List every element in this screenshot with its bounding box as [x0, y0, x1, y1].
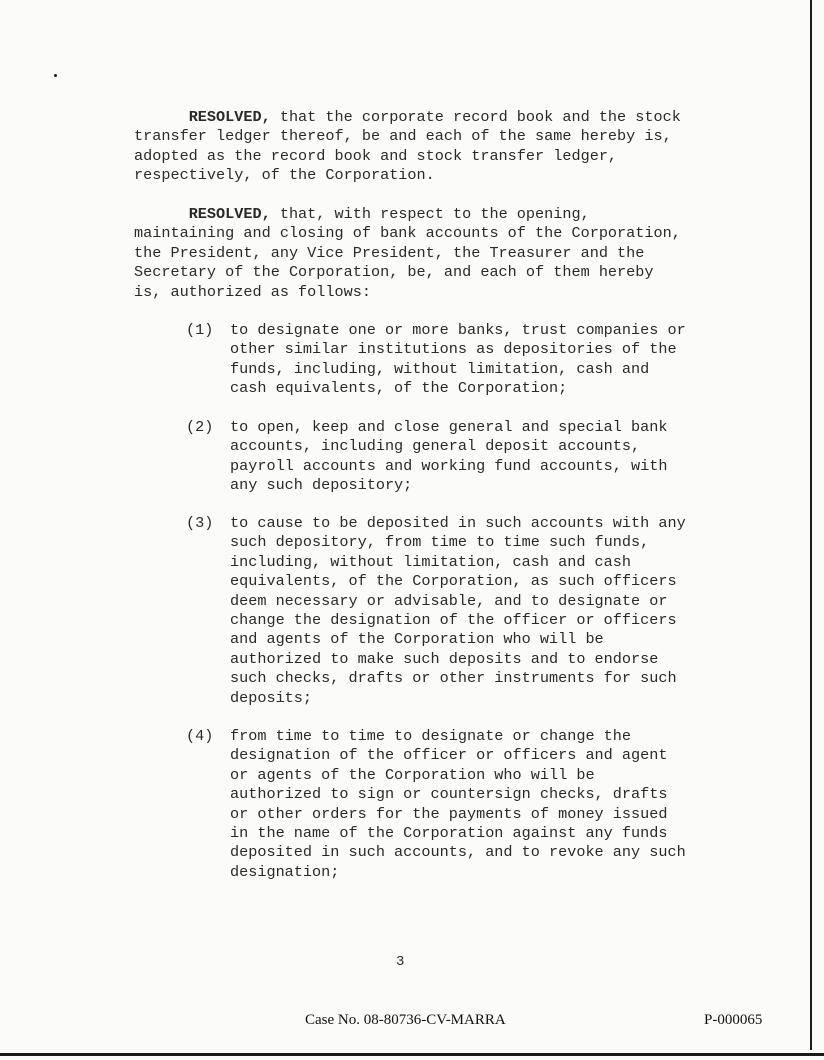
scan-edge-right — [810, 0, 812, 1050]
item-number: (3) — [186, 514, 214, 532]
item-line: authorized to sign or countersign checks, drafts — [230, 785, 668, 804]
item-text — [230, 418, 667, 496]
item-line: authorized to make such deposits and to endorse — [230, 649, 659, 668]
paragraph-line: Secretary of the Corporation, be, and each of them hereby — [134, 263, 654, 282]
item-line: other similar institutions as depositories of the — [230, 340, 677, 359]
resolution-paragraph-bank-accounts — [134, 205, 734, 302]
paragraph-line: maintaining and closing of bank accounts of the Corporation, — [134, 224, 681, 243]
scan-speck — [54, 74, 57, 77]
item-line: any such depository; — [230, 476, 413, 495]
item-line: designation of the officer or officers and agent — [230, 746, 668, 765]
item-line: from time to time to designate or change the — [230, 727, 632, 745]
item-line: cash equivalents, of the Corporation; — [230, 379, 568, 398]
item-line: accounts, including general deposit accounts, — [230, 437, 641, 456]
item-line: to designate one or more banks, trust companies or — [230, 321, 686, 339]
paragraph-line: is, authorized as follows: — [134, 282, 371, 301]
paragraph-line: respectively, of the Corporation. — [134, 166, 435, 185]
page-number: 3 — [396, 954, 405, 970]
item-number: (1) — [186, 321, 214, 339]
item-line: deem necessary or advisable, and to designate or — [230, 591, 668, 610]
item-line: deposited in such accounts, and to revoke any such — [230, 843, 686, 862]
paragraph-line: that, with respect to the opening, — [270, 205, 590, 223]
item-line: or other orders for the payments of money issued — [230, 804, 668, 823]
item-line: to open, keep and close general and special bank — [230, 418, 668, 436]
item-line: in the name of the Corporation against any funds — [230, 824, 668, 843]
item-line: equivalents, of the Corporation, as such officers — [230, 572, 677, 591]
item-line: such depository, from time to time such funds, — [230, 533, 650, 552]
item-line: funds, including, without limitation, cash and — [230, 359, 650, 378]
item-line: deposits; — [230, 688, 313, 707]
paragraph-line: adopted as the record book and stock transfer ledger, — [134, 146, 618, 165]
paragraph-line: that the corporate record book and the stock — [270, 108, 681, 126]
item-text — [230, 514, 686, 708]
item-line: designation; — [230, 862, 340, 881]
resolved-lead: RESOLVED, — [188, 108, 271, 126]
item-line: payroll accounts and working fund accounts, with — [230, 456, 668, 475]
resolved-lead: RESOLVED, — [188, 205, 271, 223]
resolution-paragraph-record-book — [134, 108, 734, 186]
footer-case-number: Case No. 08-80736-CV-MARRA — [305, 1012, 506, 1028]
item-line: or agents of the Corporation who will be — [230, 765, 595, 784]
item-number: (4) — [186, 727, 214, 745]
item-line: change the designation of the officer or officers — [230, 611, 677, 630]
footer-bates-number: P-000065 — [704, 1012, 763, 1028]
paragraph-line: the President, any Vice President, the Treasurer and the — [134, 243, 645, 262]
item-line: and agents of the Corporation who will be — [230, 630, 604, 649]
scan-edge-bottom — [0, 1053, 824, 1056]
item-line: to cause to be deposited in such accounts with any — [230, 514, 686, 532]
item-text — [230, 321, 686, 399]
item-number: (2) — [186, 418, 214, 436]
paragraph-line: transfer ledger thereof, be and each of the same hereby is, — [134, 127, 672, 146]
item-line: such checks, drafts or other instruments for such — [230, 669, 677, 688]
item-text — [230, 727, 686, 882]
item-line: including, without limitation, cash and cash — [230, 552, 632, 571]
